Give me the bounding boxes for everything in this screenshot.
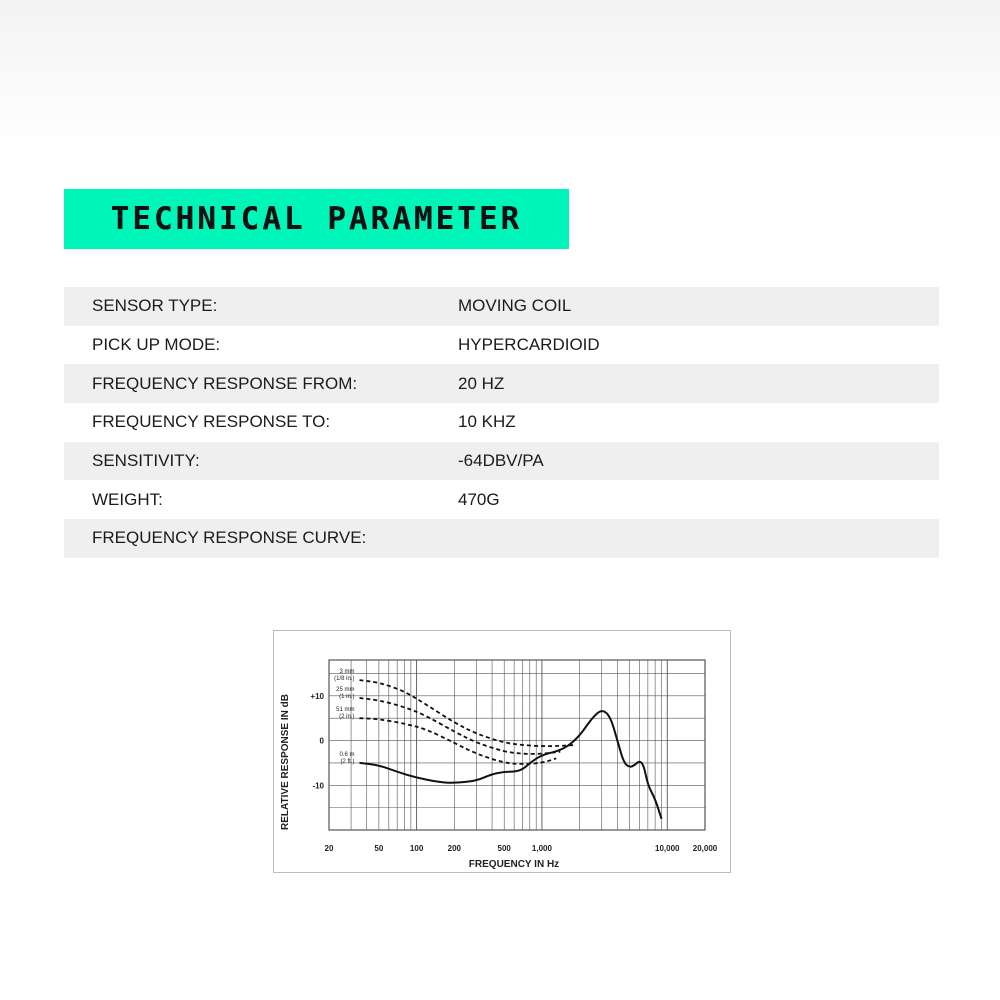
spec-value: 10 KHZ bbox=[458, 412, 516, 432]
top-gradient-backdrop bbox=[0, 0, 1000, 150]
spec-value: MOVING COIL bbox=[458, 296, 572, 316]
spec-label: FREQUENCY RESPONSE TO: bbox=[92, 412, 331, 432]
x-tick-label: 200 bbox=[447, 844, 462, 853]
x-tick-label: 20,000 bbox=[692, 844, 718, 853]
x-tick-label: 50 bbox=[374, 844, 384, 853]
series-line-3 bbox=[360, 711, 662, 819]
spec-row-weight bbox=[64, 480, 939, 519]
chart-canvas bbox=[274, 631, 730, 872]
section-title: TECHNICAL PARAMETER bbox=[110, 201, 523, 237]
y-tick-label: 0 bbox=[319, 736, 324, 746]
chart-grid bbox=[329, 660, 705, 830]
x-tick-label: 1,000 bbox=[531, 844, 552, 853]
y-axis-label: RELATIVE RESPONSE IN dB bbox=[280, 694, 291, 830]
x-tick-label: 20 bbox=[324, 844, 334, 853]
spec-label: PICK UP MODE: bbox=[92, 335, 221, 355]
spec-row-sensor-type bbox=[64, 287, 939, 326]
series-label-0: 3 mm bbox=[339, 669, 355, 676]
spec-table bbox=[64, 287, 939, 558]
spec-value: HYPERCARDIOID bbox=[458, 335, 600, 355]
x-tick-label: 500 bbox=[497, 844, 511, 853]
spec-label: SENSOR TYPE: bbox=[92, 296, 218, 316]
x-tick-label: 10,000 bbox=[655, 844, 680, 853]
spec-row-frequency-curve bbox=[64, 519, 939, 558]
spec-label: FREQUENCY RESPONSE CURVE: bbox=[92, 528, 367, 548]
chart-series bbox=[360, 680, 662, 819]
series-label-1: 25 mm bbox=[336, 687, 355, 694]
spec-label: FREQUENCY RESPONSE FROM: bbox=[92, 373, 358, 393]
x-axis-label: FREQUENCY IN Hz bbox=[468, 859, 560, 870]
spec-value: 470G bbox=[458, 489, 500, 509]
frequency-response-chart bbox=[273, 630, 731, 873]
spec-row-pick-up-mode bbox=[64, 326, 939, 365]
spec-value: -64DBV/PA bbox=[458, 451, 544, 471]
y-tick-label: +10 bbox=[310, 691, 324, 701]
spec-row-frequency-from bbox=[64, 364, 939, 403]
series-label-0: (1/8 in.) bbox=[334, 676, 355, 683]
section-banner bbox=[64, 189, 569, 249]
spec-label: SENSITIVITY: bbox=[92, 451, 200, 471]
series-label-1: (1 in.) bbox=[339, 694, 355, 701]
plot-frame bbox=[329, 660, 705, 830]
series-label-2: (2 in.) bbox=[339, 714, 355, 721]
y-tick-label: -10 bbox=[312, 781, 324, 791]
series-label-3: 0.6 m bbox=[339, 751, 355, 758]
spec-row-frequency-to bbox=[64, 403, 939, 442]
series-label-2: 51 mm bbox=[336, 707, 355, 714]
spec-label: WEIGHT: bbox=[92, 489, 163, 509]
x-tick-label: 100 bbox=[409, 844, 424, 853]
spec-value: 20 HZ bbox=[458, 373, 505, 393]
series-label-3: (2 ft.) bbox=[340, 758, 355, 765]
spec-row-sensitivity bbox=[64, 442, 939, 481]
